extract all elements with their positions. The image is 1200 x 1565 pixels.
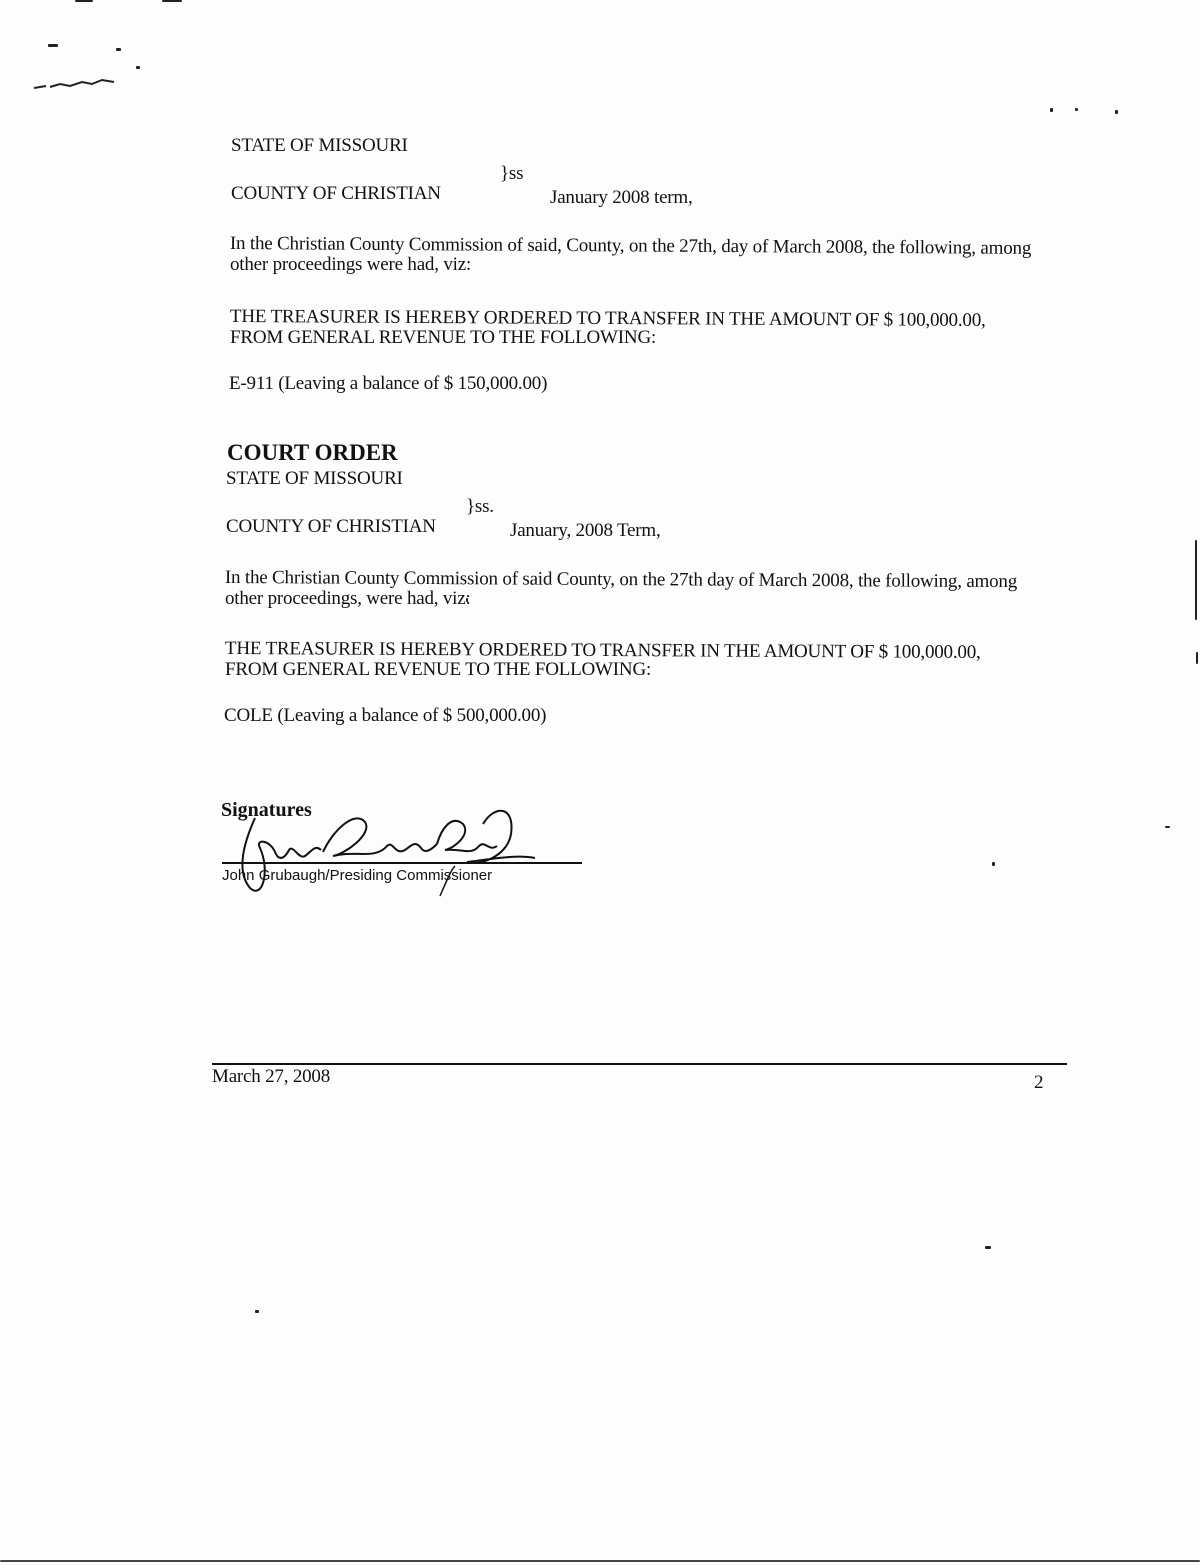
scan-artifact [1075, 108, 1078, 111]
scan-artifact [992, 862, 995, 866]
scan-artifact [1115, 110, 1118, 114]
footer-date: March 27, 2008 [212, 1066, 331, 1087]
order-line-2: FROM GENERAL REVENUE TO THE FOLLOWING: [225, 659, 652, 680]
proceedings-line-2: other proceedings were had, viz: [230, 254, 472, 275]
scan-artifact [0, 1560, 1200, 1562]
proceedings-line-2: other proceedings, were had, viz: [225, 588, 471, 609]
order-line-1: THE TREASURER IS HEREBY ORDERED TO TRANSFER IN THE AMOUNT OF $ 100,000.00, [229, 306, 986, 331]
ss-marker: }ss [500, 163, 524, 184]
term-caption: January, 2008 Term, [510, 520, 661, 541]
scan-artifact [1196, 652, 1198, 664]
signer-name-title: John Grubaugh/Presiding Commissioner [222, 867, 493, 884]
scan-artifact [136, 66, 140, 69]
order-line-1: THE TREASURER IS HEREBY ORDERED TO TRANSFER IN THE AMOUNT OF $ 100,000.00, [224, 638, 981, 663]
page-number: 2 [1034, 1072, 1044, 1093]
transfer-item: E-911 (Leaving a balance of $ 150,000.00) [229, 373, 548, 394]
transfer-item: COLE (Leaving a balance of $ 500,000.00) [224, 705, 547, 726]
scan-artifact [48, 44, 58, 47]
scan-artifact [75, 0, 93, 2]
term-caption: January 2008 term, [550, 187, 693, 208]
scan-artifact [162, 0, 182, 2]
state-caption: STATE OF MISSOURI [231, 135, 408, 156]
scan-artifact [255, 1310, 259, 1313]
court-order-heading: COURT ORDER [227, 440, 398, 465]
state-caption: STATE OF MISSOURI [226, 468, 403, 489]
county-caption: COUNTY OF CHRISTIAN [226, 516, 436, 537]
proceedings-line-1: In the Christian County Commission of said County, on the 27th day of March 2008, the following, among [224, 567, 1018, 593]
ss-marker: }ss. [466, 496, 494, 517]
scan-artifact [116, 48, 121, 51]
scan-artifact [1050, 108, 1053, 112]
footer-rule [212, 1063, 1067, 1065]
scan-artifact [30, 74, 130, 94]
scan-artifact [1195, 540, 1197, 620]
scan-artifact [1165, 826, 1170, 828]
scan-artifact [985, 1246, 991, 1249]
signatures-label: Signatures [221, 799, 312, 821]
handwritten-signature [215, 800, 555, 900]
proceedings-line-1: In the Christian County Commission of said, County, on the 27th, day of March 2008, the following, among [229, 233, 1032, 259]
county-caption: COUNTY OF CHRISTIAN [231, 183, 441, 204]
order-line-2: FROM GENERAL REVENUE TO THE FOLLOWING: [230, 327, 657, 348]
